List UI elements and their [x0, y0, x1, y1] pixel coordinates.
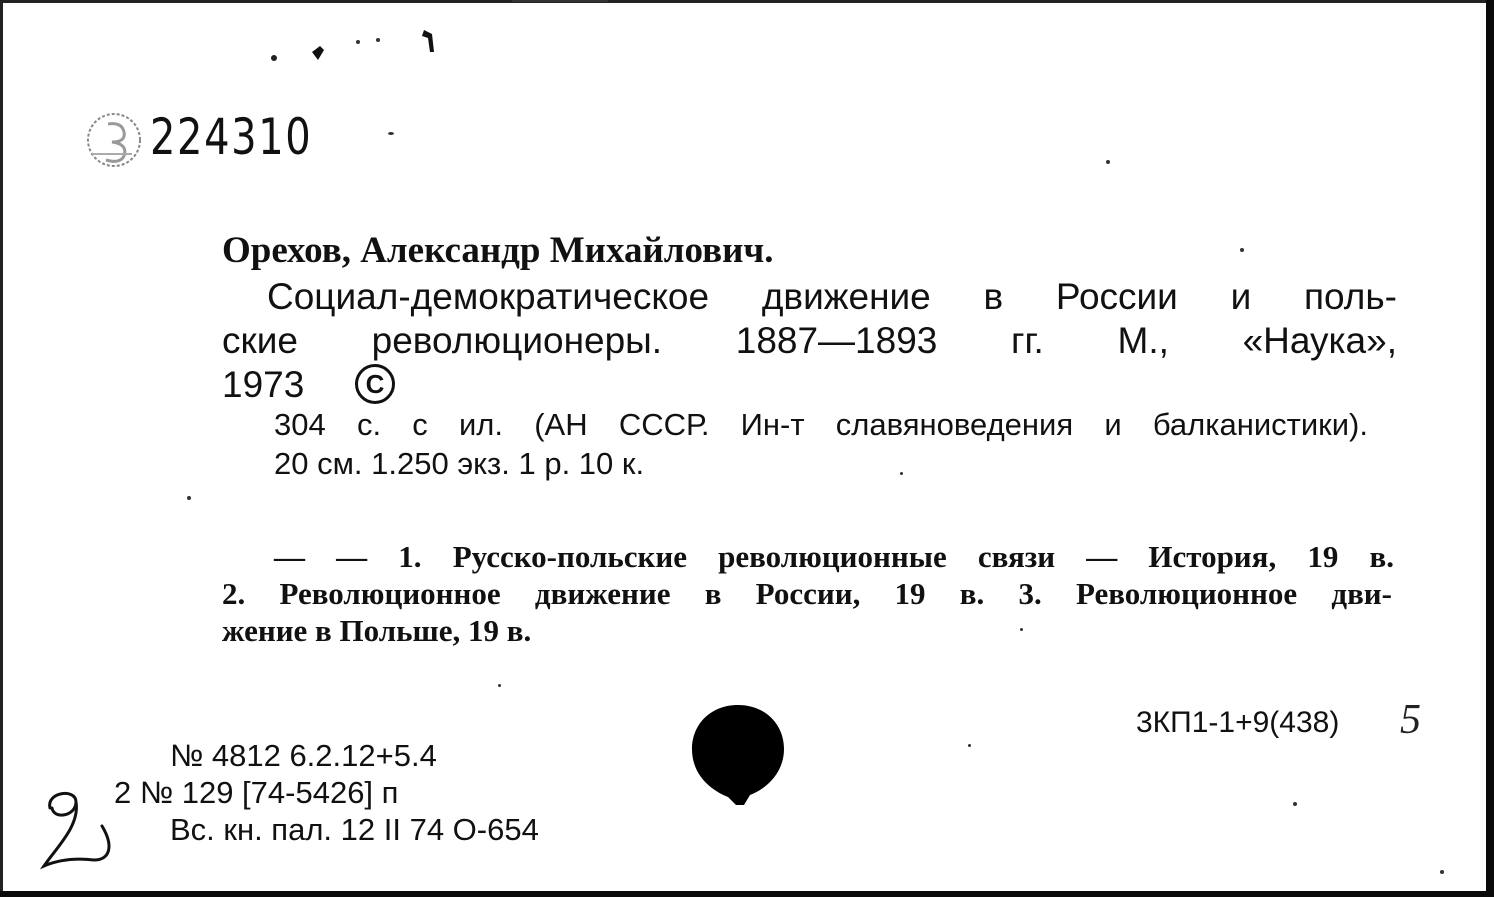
handwritten-mark	[36, 786, 116, 870]
footer-line-2: 2 № 129 [74-5426] п	[114, 775, 399, 810]
footer-line-3: Вс. кн. пал. 12 II 74 О-654	[170, 812, 539, 847]
subjects-line-3: жение в Польше, 19 в.	[222, 613, 532, 648]
footer-line-1: № 4812 6.2.12+5.4	[170, 738, 437, 773]
classification-code: 3КП1-1+9(438)	[1136, 706, 1340, 739]
speck	[1106, 160, 1110, 164]
speck	[388, 132, 394, 135]
subjects-line-1: — — 1. Русско-польские революционные связи — История, 19 в.	[274, 539, 1394, 574]
subjects-line-2: 2. Революционное движение в России, 19 в. 3. Революционное дви-	[222, 576, 1392, 611]
speck	[968, 744, 971, 747]
speck	[1240, 248, 1244, 252]
card-border-bottom	[0, 891, 1494, 897]
card-border-left	[0, 0, 3, 897]
speck	[900, 472, 903, 475]
copyright-icon: C	[355, 364, 395, 404]
physical-description-line-2: 20 см. 1.250 экз. 1 р. 10 к.	[274, 446, 645, 481]
top-edge-mark	[512, 0, 608, 2]
speck	[1020, 628, 1023, 631]
physical-description-line-1: 304 с. с ил. (АН СССР. Ин-т славяноведения и балканистики).	[274, 407, 1368, 442]
punch-hole	[690, 703, 786, 807]
speck	[187, 496, 191, 500]
speck	[498, 684, 501, 687]
handwritten-class-suffix: 5	[1400, 697, 1421, 743]
publication-year: 1973	[222, 364, 305, 405]
speck	[1440, 870, 1444, 874]
ink-specks	[260, 22, 460, 72]
card-border-top	[0, 0, 1494, 3]
title-line-2: ские революционеры. 1887—1893 гг. М., «Наука»,	[222, 320, 1397, 361]
author-heading: Орехов, Александр Михайлович.	[222, 230, 774, 271]
library-stamp-icon	[78, 100, 150, 172]
speck	[1293, 802, 1297, 806]
card-border-right	[1486, 0, 1494, 897]
inventory-number: 224310	[150, 108, 313, 166]
title-line-1: Социал-демократическое движение в России и поль-	[267, 276, 1397, 317]
